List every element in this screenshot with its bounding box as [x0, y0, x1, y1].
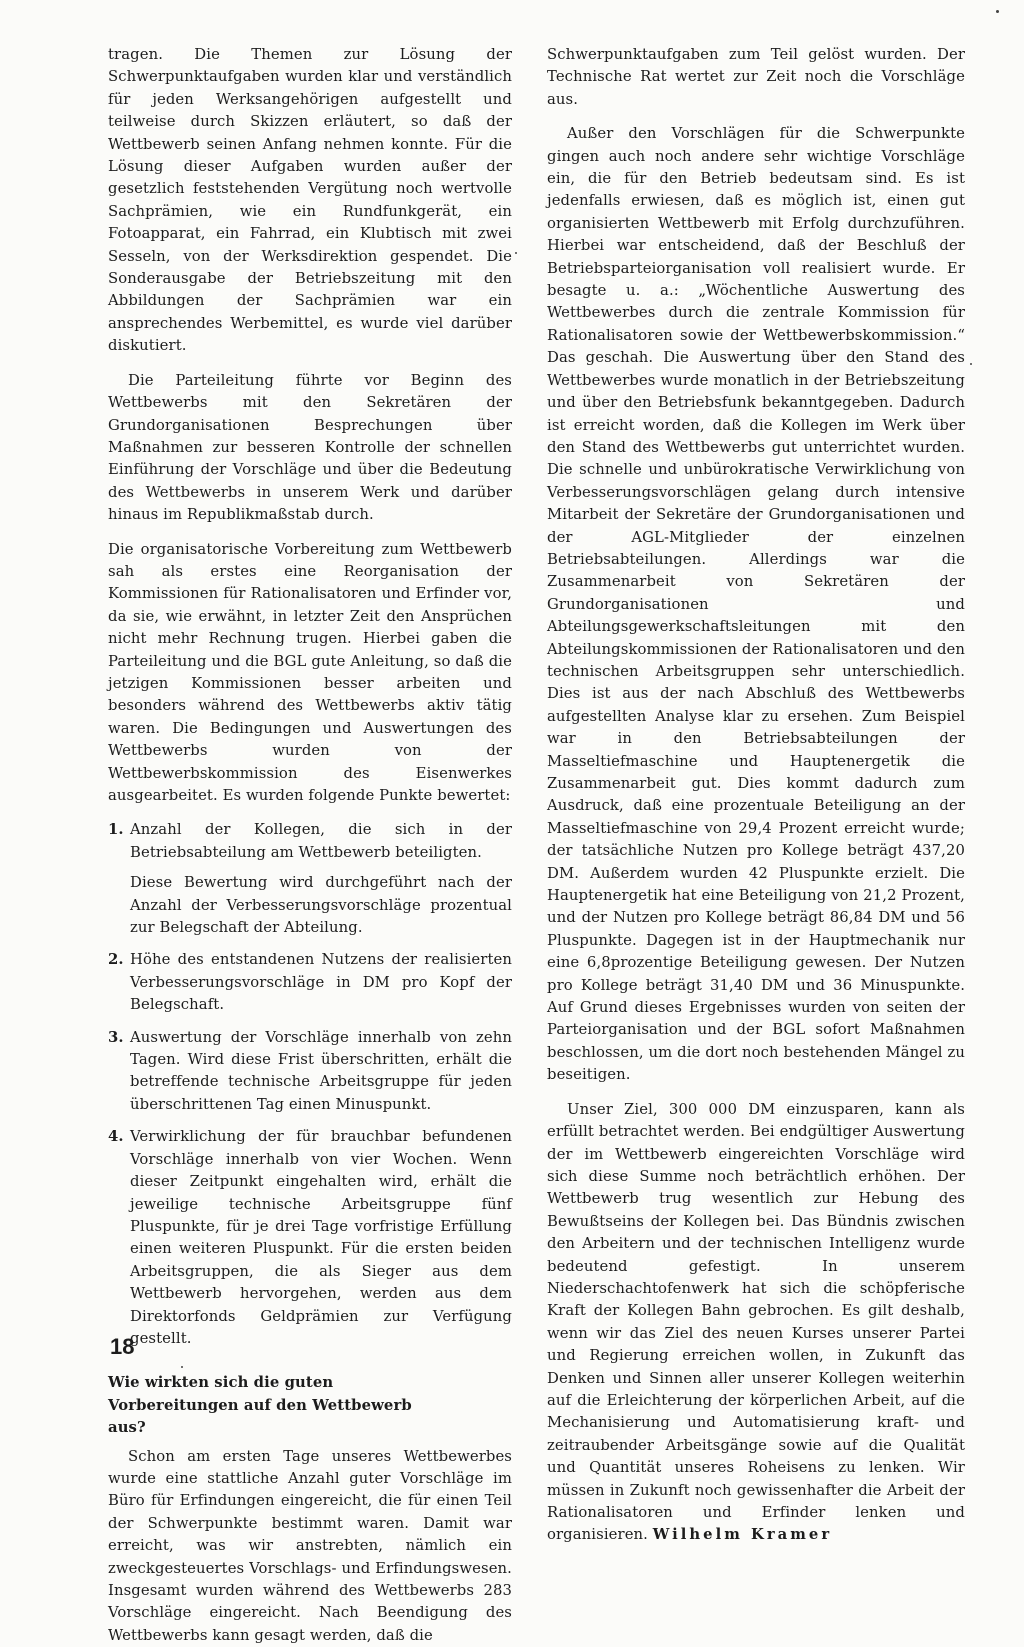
list-item — [108, 819, 512, 939]
left-paragraph-1: tragen. Die Themen zur Lösung der Schwerpunktaufgaben wurden klar und verständlich für jeden Werksangehörigen aufgestellt und teilweise durch Skizzen erläutert, so daß der Wettbewerb seinen Anfang nehmen konnte. Für die Lösung dieser Aufgaben wurden außer der gesetzlich feststehenden Vergütung noch wertvolle Sachprämien, wie ein Rundfunkgerät, ein Fotoapparat, ein Fahrrad, ein Klubtisch mit zwei Sesseln, von der Werksdirektion gespendet. Die Sonderausgabe der Betriebszeitung mit den Abbildungen der Sachprämien war ein ansprechendes Werbemittel, es wurde viel darüber diskutiert. — [108, 46, 512, 355]
list-item — [108, 1126, 512, 1350]
right-paragraph-3 — [547, 1099, 965, 1547]
list-item-number: 2. — [108, 951, 124, 969]
list-item — [108, 949, 512, 1016]
right-paragraph-3-text: Unser Ziel, 300 000 DM einzusparen, kann als erfüllt betrachtet werden. Bei endgültiger Auswertung der im Wettbewerb eingereichten Vorschläge wird sich diese Summe noch beträchtlich erhöhen. Der Wettbewerb trug wesentlich zur Hebung des Bewußtseins der Kollegen bei. Das Bündnis zwischen den Arbeitern und der technischen Intelligenz wurde bedeutend gefestigt. In unserem Niederschachtofenwerk hat sich die schöpferische Kraft der Kollegen Bahn gebrochen. Es gilt deshalb, wenn wir das Ziel des neuen Kurses unserer Partei und Regierung erreichen wollen, in Zukunft das Denken und Sinnen aller unserer Kollegen weiterhin auf die Erleichterung der körperlichen Arbeit, auf die Mechanisierung und Automatisierung kraft- und zeitraubender Arbeitsgänge sowie auf die Qualität und Quantität unseres Roheisens zu lenken. Wir müssen in Zukunft noch gewissenhafter die Arbeit der Rationalisatoren und Erfinder lenken und organisieren. — [547, 1100, 965, 1544]
list-item-text: Verwirklichung der für brauchbar befundenen Vorschläge innerhalb von vier Wochen. Wenn dieser Zeitpunkt eingehalten wird, erhält die jeweilige technische Arbeitsgruppe fünf Pluspunkte, für je drei Tage vorfristige Erfüllung einen weiteren Pluspunkt. Für die ersten beiden Arbeitsgruppen, die als Sieger aus dem Wettbewerb hervorgehen, werden aus dem Direktorfonds Geldprämien zur Verfügung gestellt. — [130, 1128, 512, 1347]
right-paragraph-2: Außer den Vorschlägen für die Schwerpunkte gingen auch noch andere sehr wichtige Vorschläge ein, die für den Betrieb bedeutsam sind. Es ist jedenfalls erwiesen, daß es möglich ist, einen gut organisierten Wettbewerb mit Erfolg durchzuführen. Hierbei war entscheidend, daß der Beschluß der Betriebsparteiorganisation voll realisiert wurde. Er besagte u. a.: „Wöchentliche Auswertung des Wettbewerbes durch die zentrale Kommission für Rationalisatoren sowie der Wettbewerbskommission.“ Das geschah. Die Auswertung über den Stand des Wettbewerbes wurde monatlich in der Betriebszeitung und über den Betriebsfunk bekanntgegeben. Dadurch ist erreicht worden, daß die Kollegen im Werk über den Stand des Wettbewerbs gut unterrichtet wurden. Die schnelle und unbürokratische Verwirklichung von Verbesserungsvorschlägen gelang durch intensive Mitarbeit der Sekretäre der Grundorganisationen und der AGL-Mitglieder der einzelnen Betriebsabteilungen. Allerdings war die Zusammenarbeit von Sekretären der Grundorganisationen und Abteilungsgewerkschaftsleitungen mit den Abteilungskommissionen der Rationalisatoren und den technischen Arbeitsgruppen sehr unterschiedlich. Dies ist aus der nach Abschluß des Wettbewerbs aufgestellten Analyse klar zu ersehen. Zum Beispiel war in den Betriebsabteilungen der Masseltiefmaschine und Hauptenergetik die Zusammenarbeit gut. Dies kommt dadurch zum Ausdruck, daß eine prozentuale Beteiligung an der Masseltiefmaschine von 29,4 Prozent erreicht wurde; der tatsächliche Nutzen pro Kollege beträgt 437,20 DM. Außerdem wurden 42 Pluspunkte erzielt. Die Hauptenergetik hat eine Beteiligung von 21,2 Prozent, und der Nutzen pro Kollege beträgt 86,84 DM und 56 Pluspunkte. Dagegen ist in der Hauptmechanik nur eine 6,8prozentige Beteiligung gewesen. Der Nutzen pro Kollege beträgt 31,40 DM und 36 Minuspunkte. Auf Grund dieses Ergebnisses wurden von seiten der Parteiorganisation und der BGL sofort Maßnahmen beschlossen, um die dort noch bestehenden Mängel zu beseitigen. — [547, 125, 965, 1084]
scan-speck — [996, 10, 999, 13]
criteria-list — [108, 819, 512, 1350]
list-item-text: Anzahl der Kollegen, die sich in der Betriebsabteilung am Wettbewerb beteiligten. — [130, 821, 512, 861]
scan-speck — [181, 1366, 183, 1368]
scan-speck — [515, 252, 517, 254]
left-column — [108, 44, 512, 1647]
right-column — [547, 44, 965, 1547]
list-item-number: 3. — [108, 1028, 124, 1046]
author-signature: Wilhelm Kramer — [652, 1526, 833, 1544]
list-item-number: 1. — [108, 821, 124, 839]
section-heading: Wie wirkten sich die guten Vorbereitungen auf den Wettbewerb aus? — [108, 1374, 412, 1437]
list-item-text: Auswertung der Vorschläge innerhalb von zehn Tagen. Wird diese Frist überschritten, erhält die betreffende technische Arbeitsgruppe für jeden überschrittenen Tag einen Minuspunkt. — [130, 1028, 512, 1113]
right-paragraph-1: Schwerpunktaufgaben zum Teil gelöst wurden. Der Technische Rat wertet zur Zeit noch die Vorschläge aus. — [547, 46, 965, 108]
scan-speck — [970, 363, 972, 365]
left-paragraph-3: Die organisatorische Vorbereitung zum Wettbewerb sah als erstes eine Reorganisation der Kommissionen für Rationalisatoren und Erfinder vor, da sie, wie erwähnt, in letzter Zeit den Ansprüchen nicht mehr Rechnung trugen. Hierbei gaben die Parteileitung und die BGL gute Anleitung, so daß die jetzigen Kommissionen besser arbeiten und besonders während des Wettbewerbs aktiv tätig waren. Die Bedingungen und Auswertungen des Wettbewerbs wurden von der Wettbewerbskommission des Eisenwerkes ausgearbeitet. Es wurden folgende Punkte bewertet: — [108, 540, 512, 804]
list-item-note: Diese Bewertung wird durchgeführt nach der Anzahl der Verbesserungsvorschläge prozentual zur Belegschaft der Abteilung. — [130, 874, 512, 937]
list-item-number: 4. — [108, 1128, 124, 1146]
page-number: 18 — [110, 1334, 135, 1359]
list-item-text: Höhe des entstandenen Nutzens der realisierten Verbesserungsvorschläge in DM pro Kopf der Belegschaft. — [130, 951, 512, 1014]
left-paragraph-4: Schon am ersten Tage unseres Wettbewerbes wurde eine stattliche Anzahl guter Vorschläge im Büro für Erfindungen eingereicht, die für einen Teil der Schwerpunkte bestimmt waren. Damit war erreicht, was wir anstrebten, nämlich ein zweckgesteuertes Vorschlags- und Erfindungswesen. Insgesamt wurden während des Wettbewerbs 283 Vorschläge eingereicht. Nach Beendigung des Wettbewerbs kann gesagt werden, daß die — [108, 1447, 512, 1644]
list-item — [108, 1027, 512, 1117]
left-paragraph-2: Die Parteileitung führte vor Beginn des Wettbewerbs mit den Sekretären der Grundorganisationen Besprechungen über Maßnahmen zur besseren Kontrolle der schnellen Einführung der Vorschläge und über die Bedeutung des Wettbewerbs in unserem Werk und darüber hinaus im Republikmaßstab durch. — [108, 371, 512, 524]
